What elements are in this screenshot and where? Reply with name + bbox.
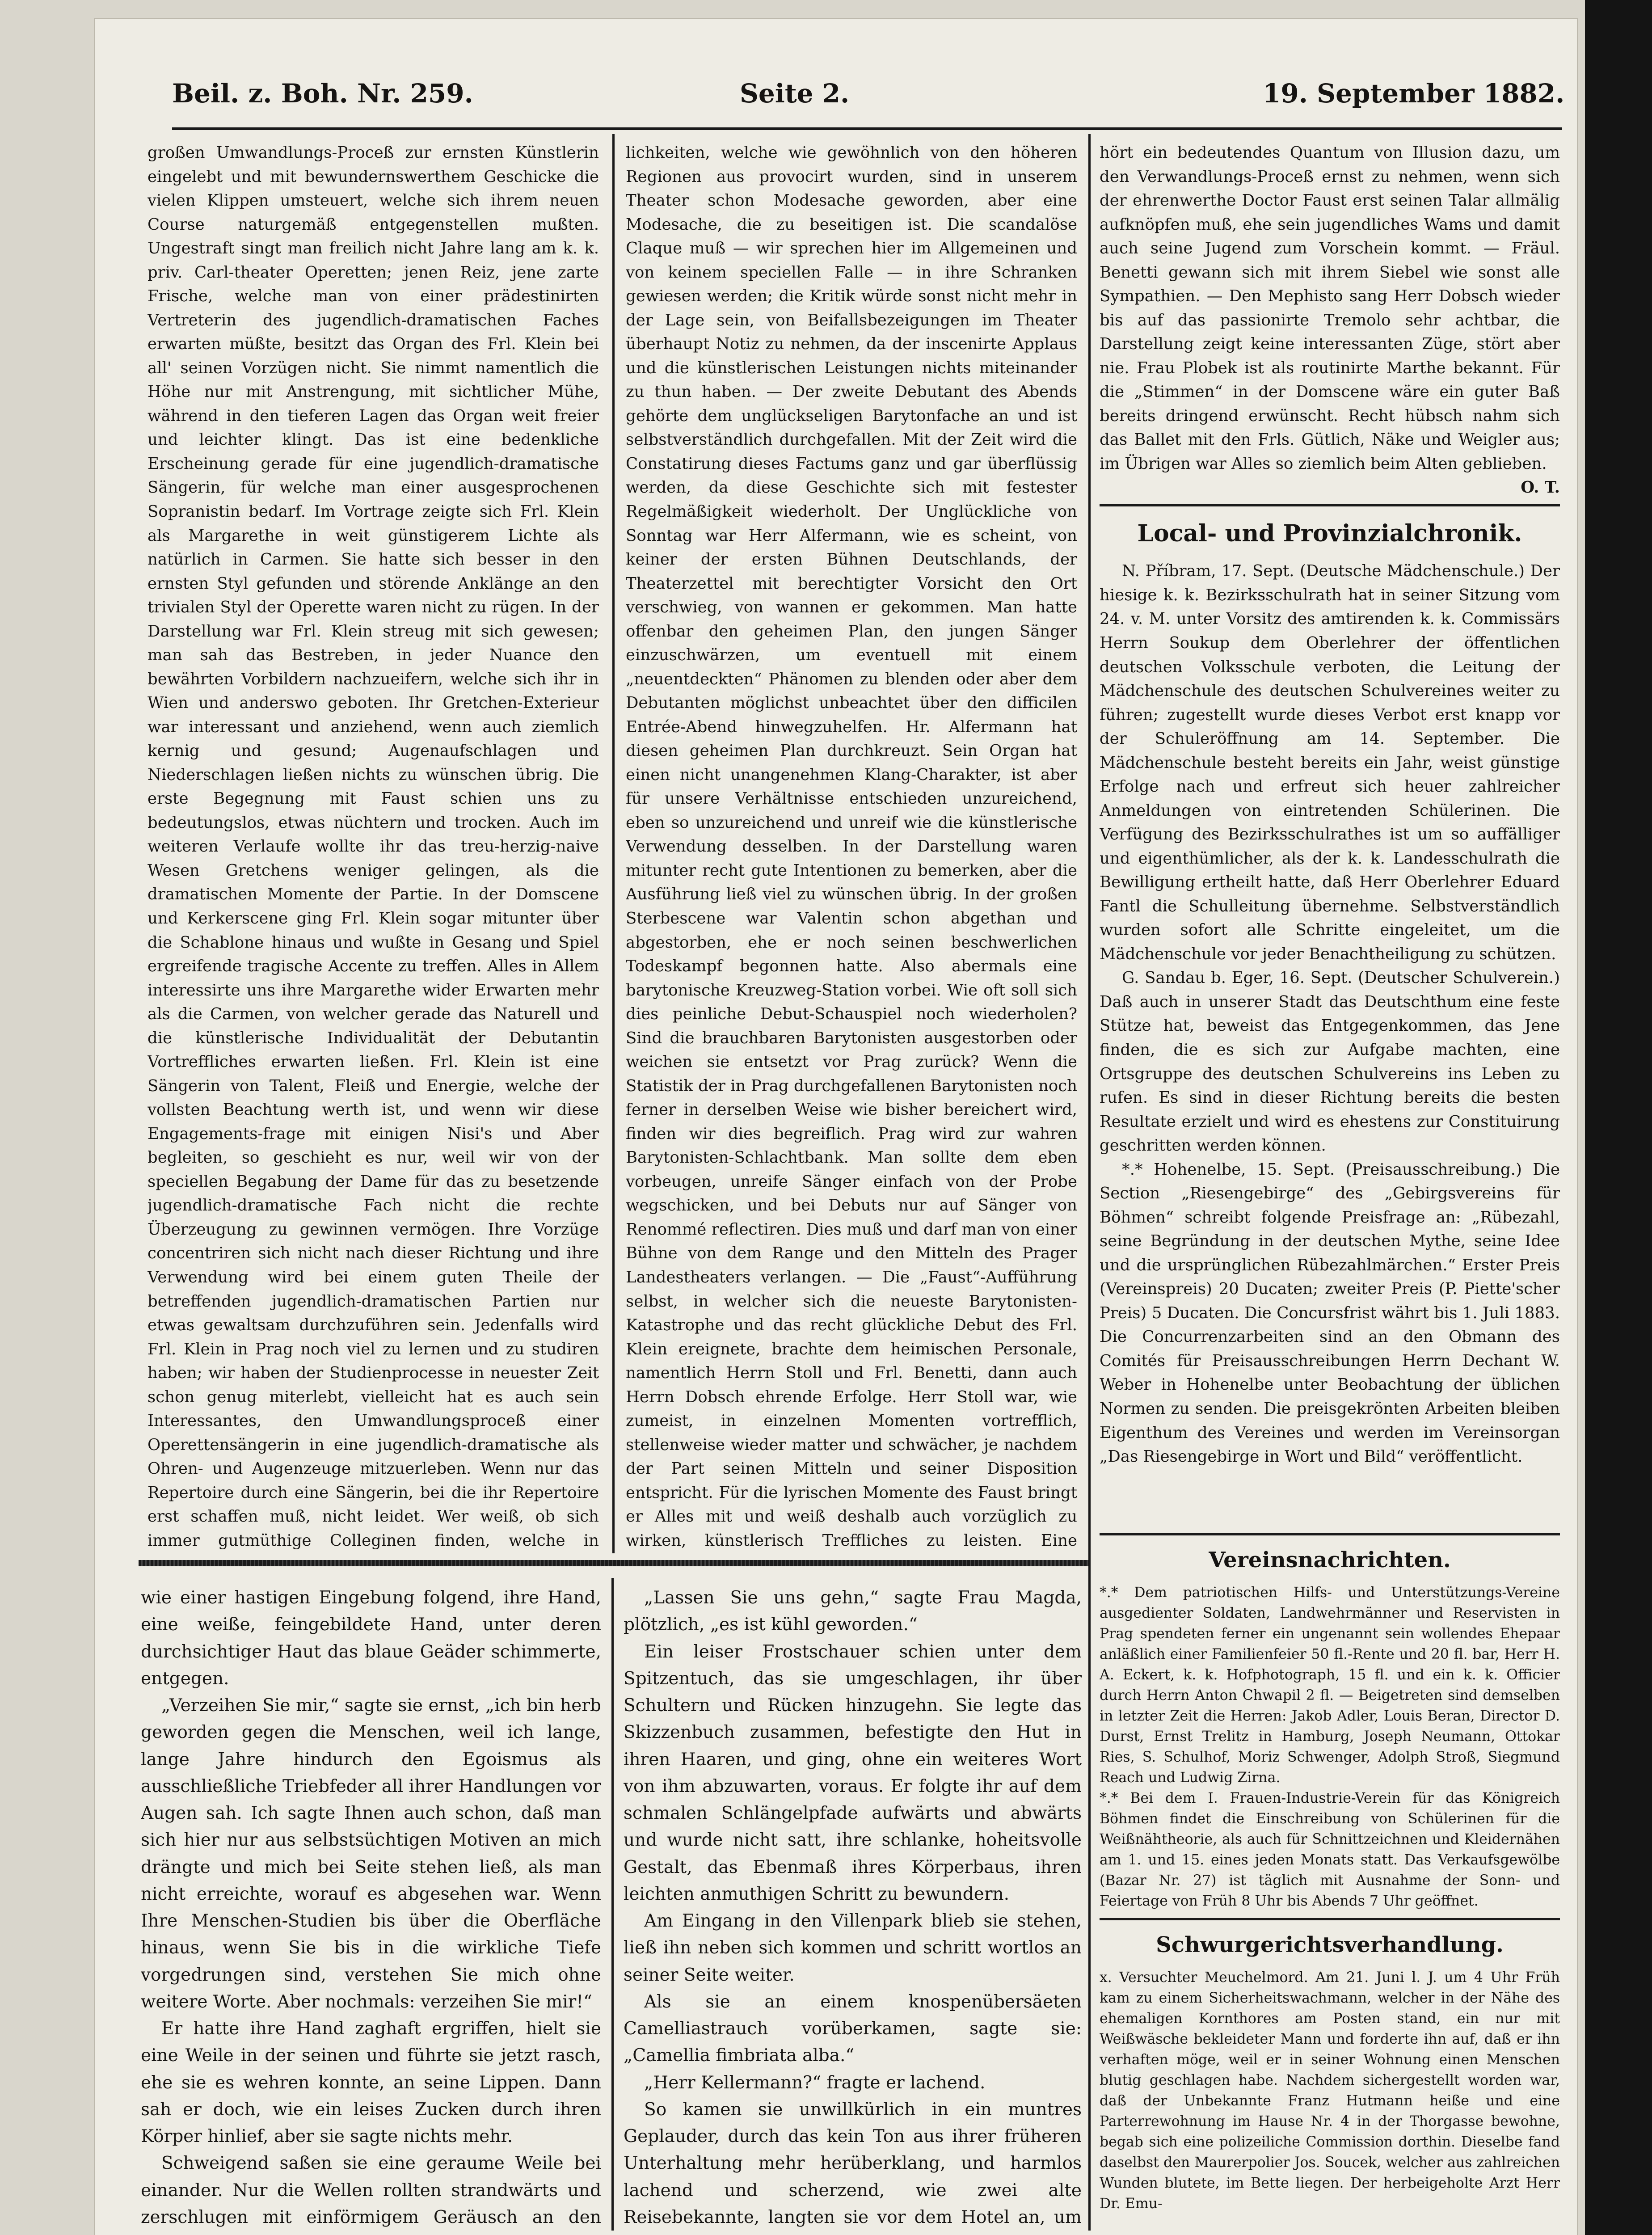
association-item: *.* Dem patriotischen Hilfs- und Unterstützungs-Vereine ausgedienter Soldaten, Landwehrmänner und Reservisten in Prag spendeten ferner ein ungenannt sein wollendes Ehepaar anläßlich einer Familienfeier 50 fl.-Rente und 20 fl. bar, Herr H. A. Eckert, k. k. Hofphotograph, 15 fl. und ein k. k. Officier durch Herrn Anton Chwapil 2 fl. — Beigetreten sind demselben in letzter Zeit die Herren: Jakob Adler, Louis Beran, Director D. Durst, Ernst Trelitz in Hamburg, Joseph Neumann, Ottokar Ries, S. Schulhof, Moriz Schwenger, Adolph Stroß, Siegmund Reach und Ludwig Zirna. xyxy=(1100,1585,1560,1786)
column-rule-2 xyxy=(1088,134,1091,2231)
feuilleton-paragraph: Schweigend saßen sie eine geraume Weile bei einander. Nur die Wellen rollten strandwärts und zerschlugen mit einförmigem Geräusch an den xyxy=(141,2153,601,2227)
issue-number: Beil. z. Boh. Nr. 259. xyxy=(172,78,473,109)
issue-date: 19. September 1882. xyxy=(1263,78,1565,109)
feuilleton-paragraph: „Herr Kellermann?“ fragte er lachend. xyxy=(644,2072,986,2093)
feuilleton-left xyxy=(141,1585,601,2233)
feuilleton-paragraph: Er hatte ihre Hand zaghaft ergriffen, hielt sie eine Weile in der seinen und führte sie jetzt rasch, ehe sie es wehren konnte, an seine Lippen. Dann sah er doch, wie ein leises Zucken durch ihren Körper hinlief, aber sie sagte nichts mehr. xyxy=(141,2019,601,2146)
feuilleton-paragraph: „Lassen Sie uns gehn,“ sagte Frau Magda, plötzlich, „es ist kühl geworden.“ xyxy=(624,1588,1082,1635)
theatre-text-1: großen Umwandlungs-Proceß zur ernsten Künstlerin eingelebt und mit bewundernswerthem Geschicke die vielen Klippen umsteuert, welche sich ihrem neuen Course naturgemäß entgegenstellen mußten. Ungestraft singt man freilich nicht Jahre lang am k. k. priv. Carl-theater Operetten; jenen Reiz, jene zarte Frische, welche man von einer prädestinirten Vertreterin des jugendlich-dramatischen Faches erwarten müßte, besitzt das Organ des Frl. Klein bei all' seinen Vorzügen nicht. Sie nimmt namentlich die Höhe nur mit Anstrengung, mit sichtlicher Mühe, während in den tieferen Lagen das Organ weit freier und leichter klingt. Das ist eine bedenkliche Erscheinung gerade für eine jugendlich-dramatische Sängerin, für welche man einer ausgesprochenen Sopranistin bedarf. Im Vortrage zeigte sich Frl. Klein als Margarethe in weit günstigerem Lichte als natürlich in Carmen. Sie hatte sich besser in den ernsten Styl gefunden und störende Anklänge an den trivialen Styl der Operette waren nicht zu rügen. In der Darstellung war Frl. Klein streug mit sich gewesen; man sah das Bestreben, in jeder Nuance den bewährten Vorbildern nachzueifern, welche sich ihr in Wien und anderswo geboten. Ihr Gretchen-Exterieur war interessant und anziehend, wenn auch ziemlich kernig und gesund; Augenaufschlagen und Niederschlagen ließen nichts zu wünschen übrig. Die erste Begegnung mit Faust schien uns zu bedeutungslos, etwas nüchtern und trocken. Auch im weiteren Verlaufe wollte ihr das treu-herzig-naive Wesen Gretchens weniger gelingen, als die dramatischen Momente der Partie. In der Domscene und Kerkerscene ging Frl. Klein sogar mitunter über die Schablone hinaus und wußte in Gesang und Spiel ergreifende tragische Accente zu treffen. Alles in Allem interessirte uns ihre Margarethe wider Erwarten mehr als die Carmen, von welcher gerade das Naturell und die künstlerische Individualität der Debutantin Vortreffliches erwarten ließen. Frl. Klein ist eine Sängerin von Talent, Fleiß und Energie, welche der vollsten Beachtung werth ist, und wenn wir diese Engagements-frage mit einigen Nisi's und Aber begleiten, so geschieht es nur, weil wir von der speciellen Begabung der Dame für das zu besetzende jugendlich-dramatische Fach nicht die rechte Überzeugung zu gewinnen vermögen. Ihre Vorzüge concentriren sich nicht nach dieser Richtung und ihre Verwendung wird bei einem guten Theile der betreffenden jugendlich-dramatischen Partien nur etwas gewaltsam durchzuführen sein. Jedenfalls wird Frl. Klein in Prag noch viel zu lernen und zu studiren haben; wir haben der Studienprocesse in neuester Zeit schon genug miterlebt, vielleicht hat es auch sein Interessantes, den Umwandlungsproceß einer Operettensängerin in eine jugendlich-dramatische als Ohren- und Augenzeuge mitzuerleben. Wenn nur das Repertoire durch eine Sängerin, bei die ihr Repertoire erst schaffen muß, nicht leidet. Wer weiß, ob sich immer gutmüthige Colleginen finden, welche in xyxy=(148,143,599,1550)
court-text: x. Versuchter Meuchelmord. Am 21. Juni l. J. um 4 Uhr Früh kam zu einem Sicherheitswachmann, welcher in der Nähe des ehemaligen Kornthores am Posten stand, ein nur mit Weißwäsche bekleideter Mann und forderte ihn auf, daß er ihn verhaften möge, weil er in seiner Wohnung einen Menschen blutig geschlagen habe. Nachdem sichergestellt worden war, daß der Unbekannte Franz Hutmann heiße und eine Parterrewohnung im Hause Nr. 4 in der Thorgasse bewohne, begab sich eine polizeiliche Commission dorthin. Dieselbe fand daselbst den Maurerpolier Jos. Soucek, welcher aus zahlreichen Wunden blutete, im Bette liegen. Der herbeigeholte Arzt Herr Dr. Emu- xyxy=(1100,1969,1560,2212)
feuilleton-paragraph: Ein leiser Frostschauer schien unter dem Spitzentuch, das sie umgeschlagen, ihr über Schultern und Rücken hinzugehn. Sie legte das Skizzenbuch zusammen, befestigte den Hut in ihren Haaren, und ging, ohne ein weiteres Wort von ihm abzuwarten, voraus. Er folgte ihr auf dem schmalen Schlängelpfade aufwärts und abwärts und wurde nicht satt, ihre schlanke, hoheitsvolle Gestalt, das Ebenmaß ihres Körperbaus, ihren leichten anmuthigen Schritt zu bewundern. xyxy=(624,1641,1082,1904)
theatre-review-col2 xyxy=(626,141,1077,1556)
feuilleton-separator xyxy=(139,1560,1088,1566)
feuilleton-paragraph: wie einer hastigen Eingebung folgend, ihre Hand, eine weiße, feingebildete Hand, unter deren durchsichtiger Haut das blaue Geäder schimmerte, entgegen. xyxy=(141,1588,601,1689)
feuilleton-paragraph: Am Eingang in den Villenpark blieb sie stehen, ließ ihn neben sich kommen und schritt wortlos an seiner Seite weiter. xyxy=(624,1911,1082,1985)
local-news-item: N. Příbram, 17. Sept. (Deutsche Mädchenschule.) Der hiesige k. k. Bezirksschulrath hat in seiner Sitzung vom 24. v. M. unter Vorsitz des amtirenden k. k. Commissärs Herrn Soukup dem Oberlehrer der öffentlichen deutschen Volksschule verboten, die Leitung der Mädchenschule des deutschen Schulvereines weiter zu führen; zugestellt wurde dieses Verbot erst knapp vor der Schuleröffnung am 14. September. Die Mädchenschule besteht bereits ein Jahr, weist günstige Erfolge nach und erfreut sich heuer zahlreicher Anmeldungen von eintretenden Schülerinen. Die Verfügung des Bezirksschulrathes ist um so auffälliger und eigenthümlicher, als der k. k. Landesschulrath die Bewilligung ertheilt hatte, daß Herr Oberlehrer Eduard Fantl die Schulleitung übernehme. Selbstverständlich wurden sofort alle Schritte eingeleitet, um die Mädchenschule vor jeder Benachtheiligung zu schützen. xyxy=(1100,562,1560,963)
column-rule-1 xyxy=(612,134,615,1553)
section-rule xyxy=(1100,504,1560,506)
local-news-item: *.* Hohenelbe, 15. Sept. (Preisausschreibung.) Die Section „Riesengebirge“ des „Gebirgsvereins für Böhmen“ schreibt folgende Preisfrage an: „Rübezahl, seine Begründung in der deutschen Mythe, seine Idee und die ursprünglichen Rübezahlmärchen.“ Erster Preis (Vereinspreis) 20 Ducaten; zweiter Preis (P. Piette'scher Preis) 5 Ducaten. Die Concursfrist währt bis 1. Juli 1883. Die Concurrenzarbeiten sind an den Obmann des Comités für Preisausschreibungen Herrn Dechant W. Weber in Hohenelbe unter Beobachtung der üblichen Normen zu senden. Die preisgekrönten Arbeiten bleiben Eigenthum des Vereines und werden im Vereinsorgan „Das Riesengebirge in Wort und Bild“ veröffentlicht. xyxy=(1100,1160,1560,1466)
feuilleton-right xyxy=(624,1585,1082,2233)
local-news-heading: Local- und Provinzialchronik. xyxy=(1137,519,1522,547)
feuilleton-rule xyxy=(611,1578,614,2231)
theatre-text-2: lichkeiten, welche wie gewöhnlich von den höheren Regionen aus provocirt wurden, sind in unserem Theater schon Modesache geworden, aber eine Modesache, die zu beseitigen ist. Die scandalöse Claque muß — wir sprechen hier im Allgemeinen und von keinem speciellen Falle — in ihre Schranken gewiesen werden; die Kritik würde sonst nicht mehr in der Lage sein, von Beifallsbezeigungen im Theater überhaupt Notiz zu nehmen, da der inscenirte Applaus und die künstlerischen Leistungen nichts miteinander zu thun haben. — Der zweite Debutant des Abends gehörte dem unglückseligen Barytonfache an und ist selbstverständlich durchgefallen. Mit der Zeit wird die Constatirung dieses Factums ganz und gar überflüssig werden, da diese Geschichte sich mit festester Regelmäßigkeit wiederholt. Der Unglückliche von Sonntag war Herr Alfermann, wie es scheint, von keiner der ersten Bühnen Deutschlands, der Theaterzettel mit berechtigter Vorsicht den Ort verschwieg, von wannen er gekommen. Man hatte offenbar den geheimen Plan, den jungen Sänger einzuschwärzen, um eventuell mit einem „neuentdeckten“ Phänomen zu blenden oder aber dem Debutanten möglichst unbeachtet über den difficilen Entrée-Abend hinwegzuhelfen. Hr. Alfermann hat diesen geheimen Plan durchkreuzt. Sein Organ hat einen nicht unangenehmen Klang-Charakter, ist aber für unsere Verhältnisse entschieden unzureichend, eben so unzureichend und unreif wie die künstlerische Verwendung desselben. In der Darstellung waren mitunter recht gute Intentionen zu bemerken, aber die Ausführung ließ viel zu wünschen übrig. In der großen Sterbescene war Valentin schon abgethan und abgestorben, ehe er noch seinen beschwerlichen Todeskampf begonnen hatte. Also abermals eine barytonische Kreuzweg-Station vorbei. Wie oft soll sich dies peinliche Debut-Schauspiel noch wiederholen? Sind die brauchbaren Barytonisten ausgestorben oder weichen sie entsetzt vor Prag zurück? Wenn die Statistik der in Prag durchgefallenen Barytonisten noch ferner in derselben Weise wie bisher bereichert wird, finden wir dies begreiflich. Prag wird zur wahren Barytonisten-Schlachtbank. Man sollte dem eben vorbeugen, unreife Sänger einfach von der Probe wegschicken, und bei Debuts nur auf Sänger von Renommé reflectiren. Dies muß und darf man von einer Bühne von dem Range und den Mitteln des Prager Landestheaters verlangen. — Die „Faust“-Aufführung selbst, in welcher sich die neueste Barytonisten-Katastrophe und das recht glückliche Debut des Frl. Klein ereignete, brachte dem heimischen Personale, namentlich Herrn Stoll und Frl. Benetti, dann auch Herrn Dobsch ehrende Erfolge. Herr Stoll war, wie zumeist, in einzelnen Momenten vortrefflich, stellenweise wieder matter und schwächer, je nachdem der Part seinen Mitteln und seiner Disposition entspricht. Für die lyrischen Momente des Faust bringt er Alles mit und weiß deshalb auch vorzüglich zu wirken, künstlerisch Treffliches zu leisten. Eine xyxy=(626,143,1077,1550)
page-number: Seite 2. xyxy=(740,78,850,109)
theatre-review-col1 xyxy=(148,141,599,1556)
section-rule xyxy=(1100,1533,1560,1535)
associations-column xyxy=(1100,1533,1560,2235)
court-heading: Schwurgerichtsverhandlung. xyxy=(1156,1932,1504,1957)
feuilleton-paragraph: So kamen sie unwillkürlich in ein muntres Geplauder, durch das kein Ton aus ihrer früheren Unterhaltung mehr herüberklang, und harmlos lachend und scherzend, wie zwei alte Reisebekannte, langten sie vor dem Hotel an, um xyxy=(624,2099,1082,2227)
section-rule xyxy=(1100,1918,1560,1920)
association-item: *.* Bei dem I. Frauen-Industrie-Verein für das Königreich Böhmen findet die Einschreibung von Schülerinen für die Weißnähtheorie, als auch für Schnittzeichnen und Kleidernähen am 1. und 15. eines jeden Monats statt. Das Verkaufsgewölbe (Bazar Nr. 27) ist täglich mit Ausnahme der Sonn- und Feiertage von Früh 8 Uhr bis Abends 7 Uhr geöffnet. xyxy=(1100,1790,1560,1909)
feuilleton-paragraph: „Verzeihen Sie mir,“ sagte sie ernst, „ich bin herb geworden gegen die Menschen, weil ich lange, lange Jahre hindurch den Egoismus als ausschließliche Triebfeder all ihrer Handlungen vor Augen sah. Ich sagte Ihnen auch schon, daß man sich hier nur aus selbstsüchtigen Motiven an mich drängte und mich bei Seite stehen ließ, als man nicht erreichte, worauf es abgesehen war. Wenn Ihre Menschen-Studien bis über die Oberfläche hinaus, wenn Sie bis in die wirkliche Tiefe vorgedrungen sind, verstehen Sie mich ohne weitere Worte. Aber nochmals: verzeihen Sie mir!“ xyxy=(141,1695,601,2012)
theatre-signature: O. T. xyxy=(1521,478,1560,497)
theatre-text-3: hört ein bedeutendes Quantum von Illusion dazu, um den Verwandlungs-Proceß ernst zu nehmen, wenn sich der ehrenwerthe Doctor Faust erst seinen Talar allmälig aufknöpfen muß, ehe sein jugendliches Wams und damit auch seine Jugend zum Vorschein kommt. — Fräul. Benetti gewann sich mit ihrem Siebel wie sonst alle Sympathien. — Den Mephisto sang Herr Dobsch wieder bis auf das passionirte Tremolo sehr achtbar, die Darstellung zeigt keine interessanten Züge, stört aber nie. Frau Plobek ist als routinirte Marthe bekannt. Für die „Stimmen“ in der Domscene wäre ein guter Baß bereits dringend erwünscht. Recht hübsch nahm sich das Ballet mit den Frls. Gütlich, Näke und Weigler aus; im Übrigen war Alles so ziemlich beim Alten geblieben. xyxy=(1100,143,1560,473)
local-news-item: G. Sandau b. Eger, 16. Sept. (Deutscher Schulverein.) Daß auch in unserer Stadt das Deutschthum eine feste Stütze hat, beweist das Entgegenkommen, das Jene finden, die es sich zur Aufgabe machten, eine Ortsgruppe des deutschen Schulvereins ins Leben zu rufen. Es sind in dieser Richtung bereits die besten Resultate erzielt und wird es ehestens zur Constituirung geschritten werden können. xyxy=(1100,969,1560,1155)
associations-heading: Vereinsnachrichten. xyxy=(1209,1548,1451,1573)
scan-edge xyxy=(1585,0,1652,2235)
header-rule xyxy=(172,127,1562,130)
page-header xyxy=(78,78,1565,118)
feuilleton-paragraph: Als sie an einem knospenübersäeten Camelliastrauch vorüberkamen, sagte sie: „Camellia fimbriata alba.“ xyxy=(624,1991,1082,2066)
